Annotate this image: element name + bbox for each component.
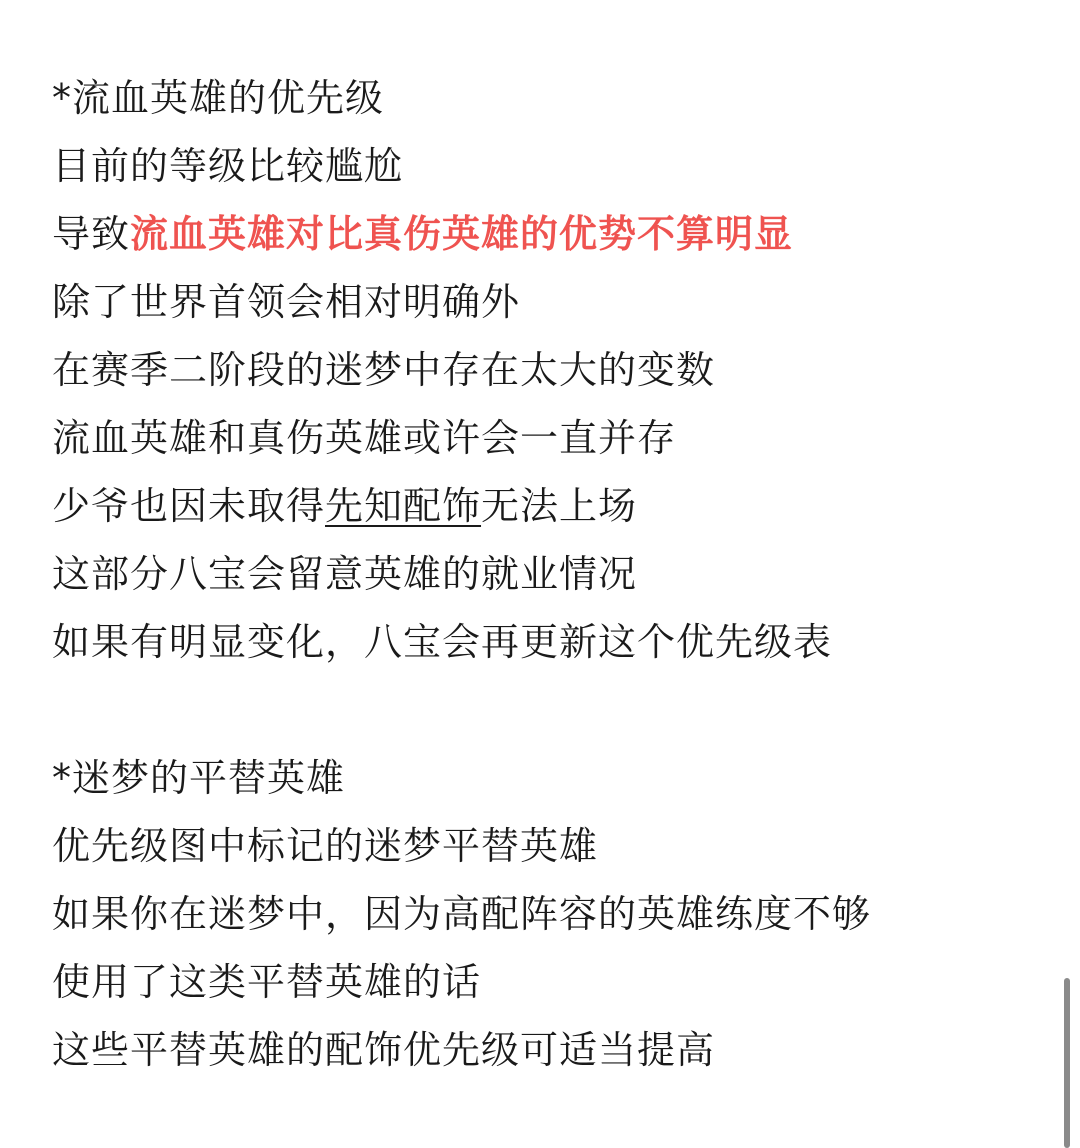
text-line: 使用了这类平替英雄的话 <box>52 960 482 1004</box>
text-line: 如果你在迷梦中，因为高配阵容的英雄练度不够 <box>52 892 872 936</box>
text-line-with-underline <box>52 472 1080 540</box>
text-line: 流血英雄和真伤英雄或许会一直并存 <box>52 416 677 460</box>
underlined-text: 先知配饰 <box>325 484 482 528</box>
scrollbar-thumb[interactable] <box>1064 978 1070 1148</box>
section-spacer <box>52 676 1080 744</box>
section-title-bleed-priority: *流血英雄的优先级 <box>52 76 385 120</box>
text-line: 如果有明显变化，八宝会再更新这个优先级表 <box>52 620 833 664</box>
text-line-with-highlight <box>52 200 1080 268</box>
text-line: 这些平替英雄的配饰优先级可适当提高 <box>52 1028 716 1072</box>
text-line: 优先级图中标记的迷梦平替英雄 <box>52 824 599 868</box>
section-title-dream-substitutes: *迷梦的平替英雄 <box>52 756 346 800</box>
text-prefix: 导致 <box>52 212 131 256</box>
highlighted-text: 流血英雄对比真伤英雄的优势不算明显 <box>130 212 794 256</box>
text-line: 这部分八宝会留意英雄的就业情况 <box>52 552 638 596</box>
text-line: 在赛季二阶段的迷梦中存在太大的变数 <box>52 348 716 392</box>
text-prefix: 少爷也因未取得 <box>52 484 326 528</box>
text-line: 目前的等级比较尴尬 <box>52 144 404 188</box>
text-suffix: 无法上场 <box>481 484 638 528</box>
text-line: 除了世界首领会相对明确外 <box>52 280 521 324</box>
